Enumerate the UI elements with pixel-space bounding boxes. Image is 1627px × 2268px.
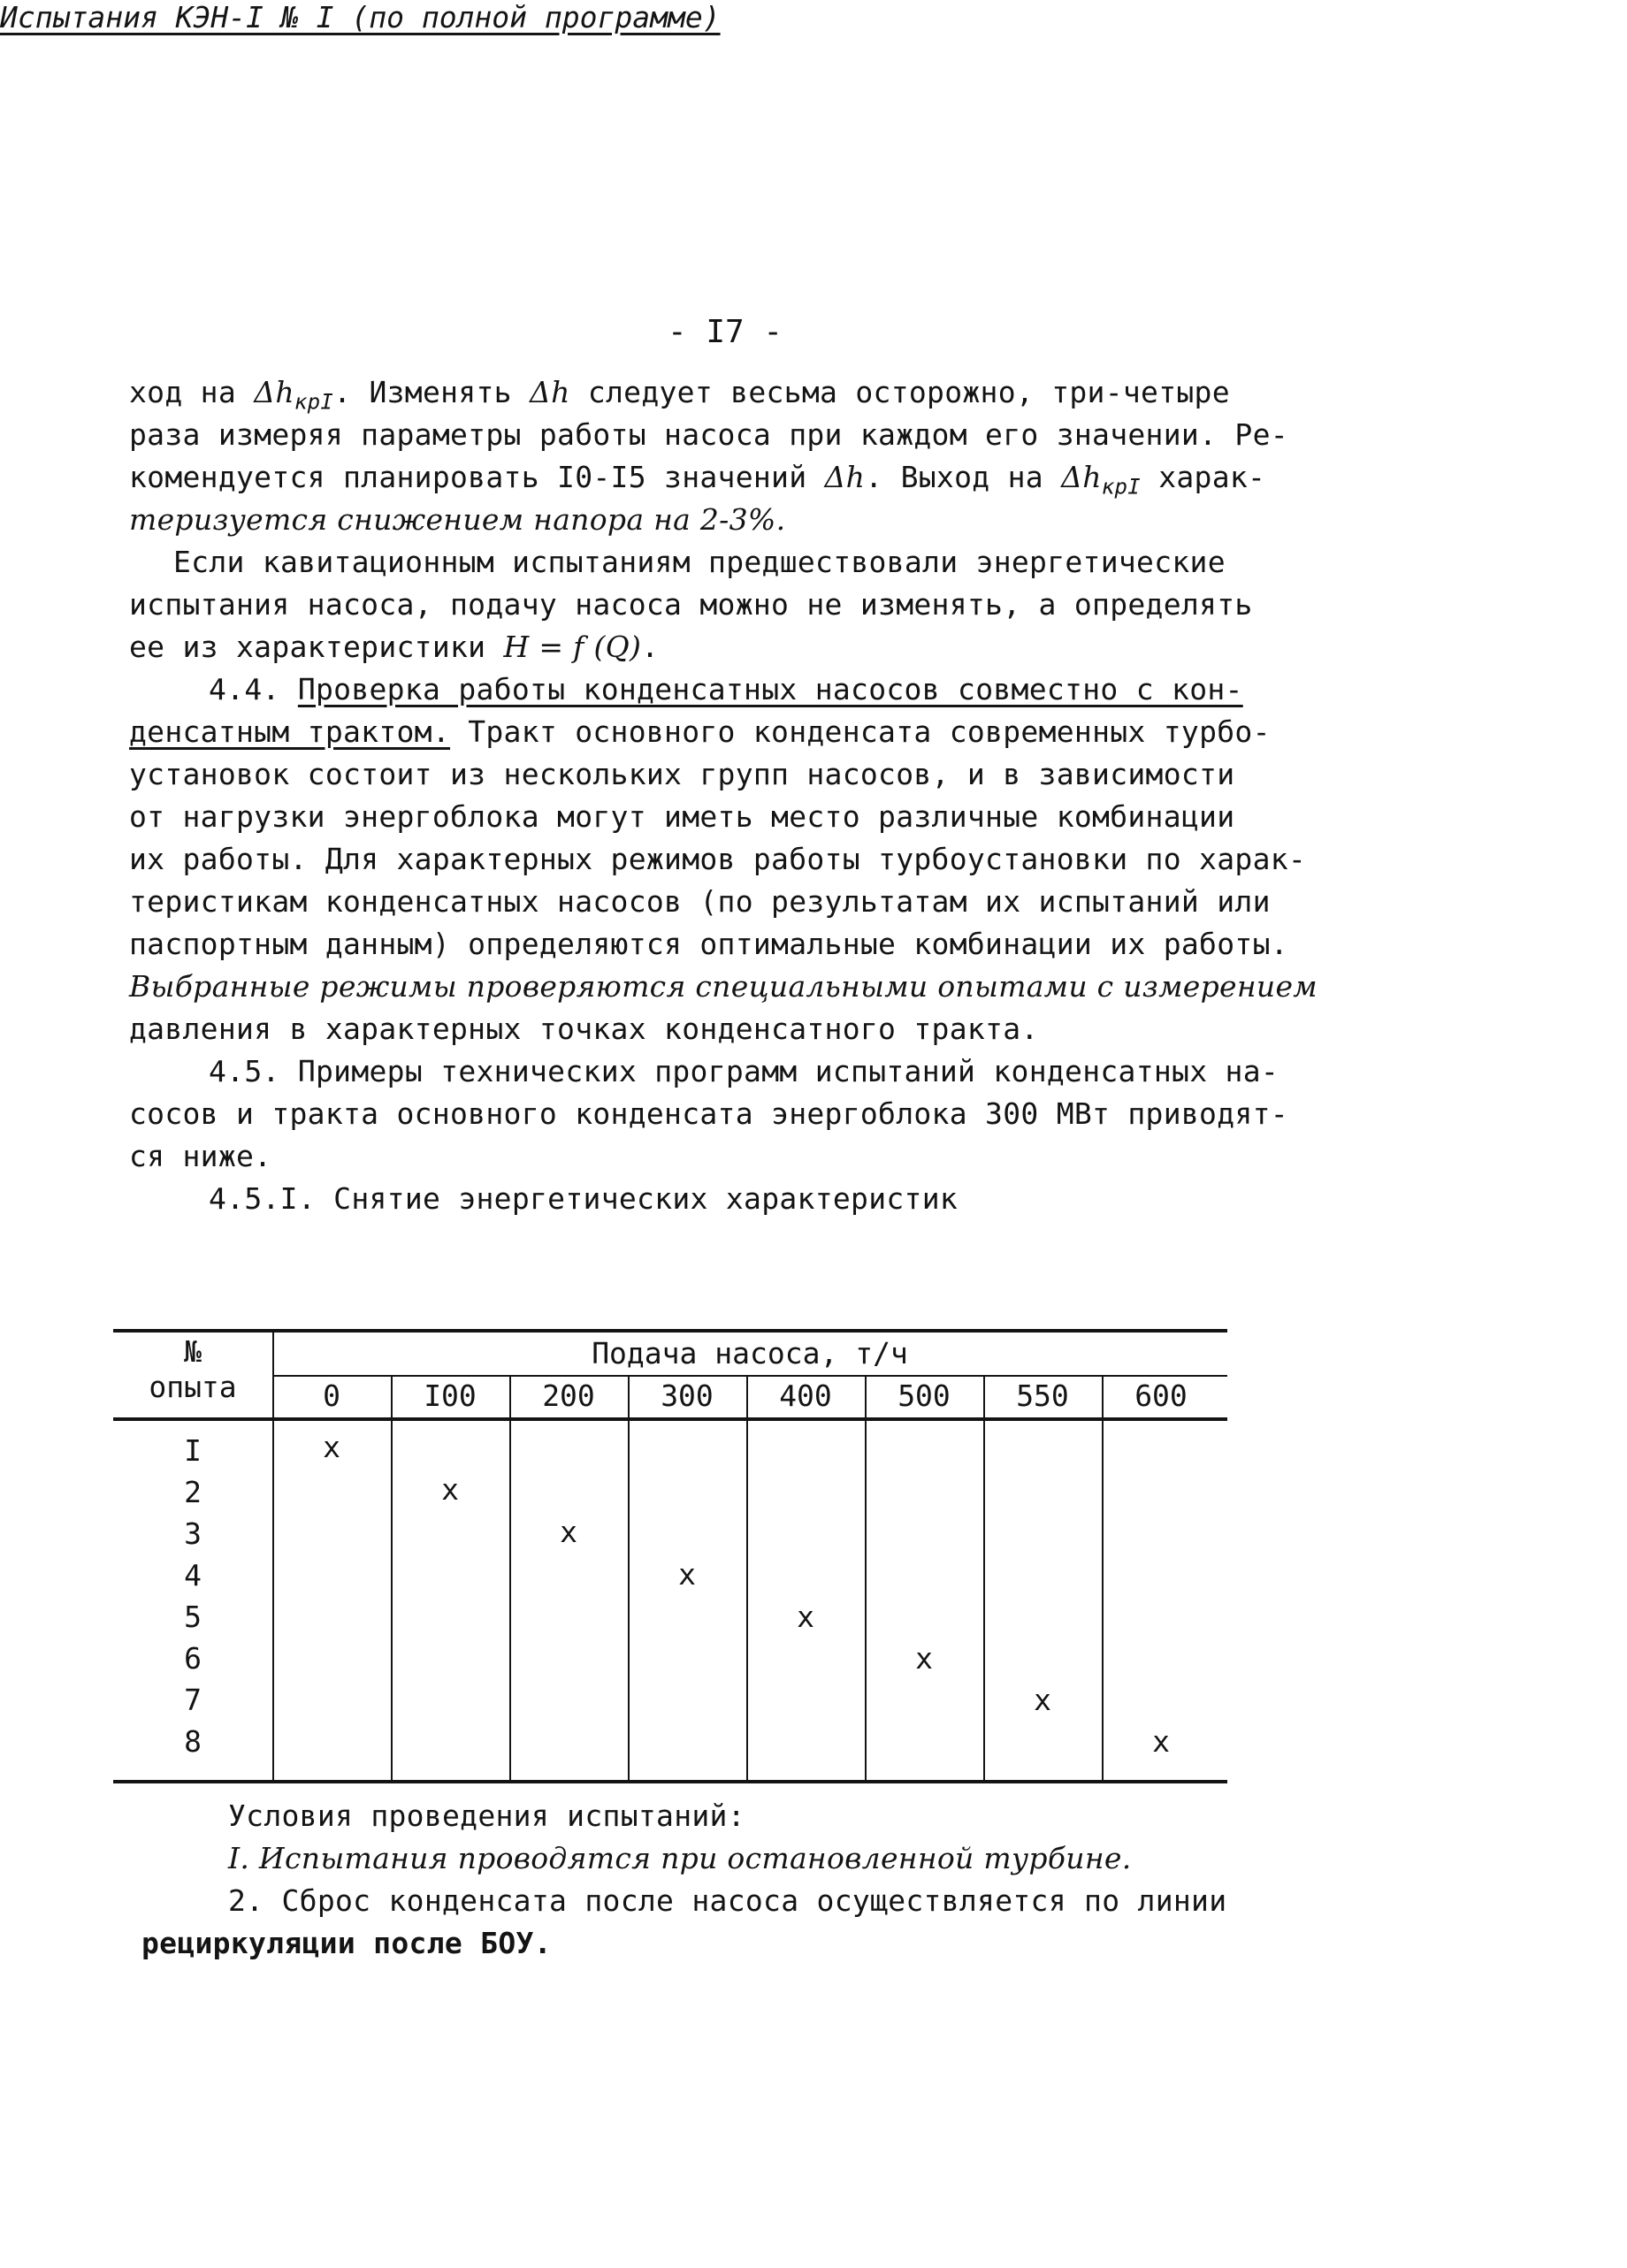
table-bottom-rule [113, 1780, 1227, 1783]
flow-header: 550 [1016, 1378, 1069, 1413]
col-separator [509, 1375, 511, 1782]
test-mark: x [560, 1515, 577, 1549]
test-mark: x [797, 1600, 814, 1634]
flow-header: 400 [779, 1378, 832, 1413]
col-separator [746, 1375, 748, 1782]
row-number: 4 [184, 1558, 202, 1592]
header-number-sign: № [184, 1334, 202, 1369]
paragraph-4-line-1: 4.5. Примеры технических программ испытаний конденсатных на- [209, 1054, 1279, 1088]
page-number: - I7 - [667, 314, 783, 350]
symbol-delta-h: Δh [254, 375, 294, 409]
flow-header: I00 [424, 1378, 477, 1413]
paragraph-3-line-1 [209, 668, 1243, 710]
symbol-delta-h: Δh [1061, 460, 1102, 494]
condition-1: I. Испытания проводятся при остановленной турбине. [228, 1841, 1132, 1875]
paragraph-3-line-2 [129, 711, 1271, 752]
test-program-table [113, 1329, 1227, 1784]
paragraph-4-line-3: ся ниже. [129, 1139, 272, 1173]
paragraph-2-line-1: Если кавитационным испытаниям предшествовали энергетические [173, 545, 1226, 579]
header-divider [272, 1375, 1227, 1377]
col-separator [983, 1375, 985, 1782]
paragraph-2-line-2: испытания насоса, подачу насоса можно не изменять, а определять [129, 587, 1253, 622]
paragraph-3-line-5: их работы. Для характерных режимов работы турбоустановки по харак- [129, 842, 1307, 876]
table-top-rule [113, 1329, 1227, 1333]
test-mark: x [1034, 1683, 1051, 1717]
col-separator [391, 1375, 393, 1782]
subsection-heading: 4.5.I. Снятие энергетических характеристик [209, 1181, 959, 1216]
row-number: I [184, 1433, 202, 1468]
row-number: 3 [184, 1516, 202, 1551]
subscript: кр [294, 389, 321, 415]
paragraph-2-line-3 [129, 626, 659, 668]
text: следует весьма осторожно, три-четыре [569, 375, 1230, 409]
text: Тракт основного конденсата современных турбо- [450, 714, 1271, 749]
row-number: 2 [184, 1475, 202, 1509]
paragraph-3-line-6: теристикам конденсатных насосов (по результатам их испытаний или [129, 884, 1271, 919]
col-separator [1102, 1375, 1104, 1782]
paragraph-3-line-7: паспортным данным) определяются оптимальные комбинации их работы. [129, 927, 1288, 961]
paragraph-3-line-4: от нагрузки энергоблока могут иметь место различные комбинации [129, 799, 1235, 834]
text: ход на [129, 375, 255, 409]
test-mark: x [441, 1472, 459, 1507]
paragraph-3-line-9: давления в характерных точках конденсатного тракта. [129, 1012, 1039, 1046]
test-mark: x [915, 1641, 933, 1676]
header-experiment: опыта [149, 1370, 237, 1404]
header-flow-group: Подача насоса, т/ч [592, 1336, 908, 1371]
row-number: 7 [184, 1683, 202, 1717]
section-number: 4.4. [209, 672, 298, 706]
paragraph-1-line-2: раза измеряя параметры работы насоса при каждом его значении. Ре- [129, 417, 1288, 452]
test-mark: x [1152, 1724, 1170, 1759]
test-mark: x [678, 1557, 696, 1592]
row-number: 6 [184, 1641, 202, 1676]
text: комендуется планировать I0-I5 значений [129, 460, 825, 494]
condition-2-continued: рециркуляции после БОУ. [141, 1926, 552, 1960]
text: . Изменять [333, 375, 530, 409]
flow-header: 0 [323, 1378, 340, 1413]
flow-header: 300 [661, 1378, 714, 1413]
paragraph-3-line-8: Выбранные режимы проверяются специальными опытами с измерением [129, 969, 1318, 1004]
subscript-index: I [320, 389, 334, 415]
text: ее из характеристики [129, 630, 504, 664]
symbol-delta-h: Δh [529, 375, 570, 409]
subscript: кр [1101, 474, 1128, 500]
paragraph-1-line-4: теризуется снижением напора на 2-3%. [129, 502, 786, 537]
symbol-delta-h: Δh [824, 460, 866, 494]
test-mark: x [323, 1430, 340, 1464]
flow-header: 500 [898, 1378, 951, 1413]
conditions-heading: Условия проведения испытаний: [228, 1798, 745, 1833]
paragraph-3-line-3: установок состоит из нескольких групп насосов, и в зависимости [129, 757, 1235, 791]
row-number: 5 [184, 1600, 202, 1634]
flow-header: 600 [1134, 1378, 1188, 1413]
header-bottom-rule [113, 1417, 1227, 1421]
row-number: 8 [184, 1724, 202, 1759]
text: . [641, 630, 660, 664]
subscript-index: I [1127, 474, 1142, 500]
text: . Выход на [865, 460, 1062, 494]
section-title: Проверка работы конденсатных насосов совместно с кон- [297, 672, 1243, 706]
paragraph-4-line-2: сосов и тракта основного конденсата энергоблока 300 МВт приводят- [129, 1096, 1288, 1131]
text: харак- [1141, 460, 1266, 494]
formula: H = f (Q) [503, 630, 642, 664]
flow-header: 200 [542, 1378, 595, 1413]
col-separator [865, 1375, 867, 1782]
section-title: денсатным трактом. [129, 714, 451, 749]
condition-2: 2. Сброс конденсата после насоса осуществляется по линии [228, 1883, 1227, 1918]
table-title: Испытания КЭН-I № I (по полной программе) [0, 0, 721, 34]
